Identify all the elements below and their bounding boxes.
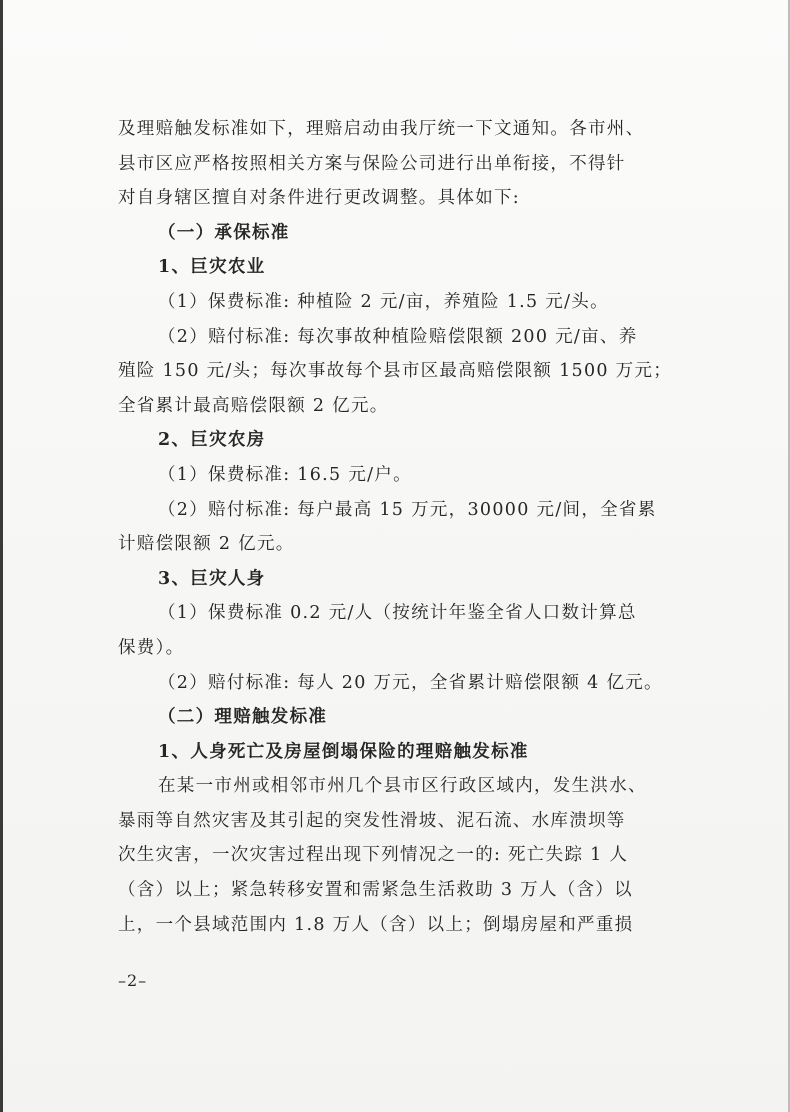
text-line: 上，一个县域范围内 1.8 万人（含）以上；倒塌房屋和严重损 xyxy=(118,914,634,935)
section-heading: 1、巨灾农业 xyxy=(158,257,266,278)
page-number: –2– xyxy=(118,971,148,990)
text-line: （含）以上；紧急转移安置和需紧急生活救助 3 万人（含）以 xyxy=(118,880,633,901)
section-heading: 2、巨灾农房 xyxy=(158,430,266,451)
text-line: 计赔偿限额 2 亿元。 xyxy=(118,534,295,555)
text-line: 及理赔触发标准如下，理赔启动由我厅统一下文通知。各市州、 xyxy=(118,119,645,139)
document-body xyxy=(118,112,688,942)
text-line: （2）赔付标准: 每户最高 15 万元，30000 元/间，全省累 xyxy=(158,499,657,520)
text-line: 全省累计最高赔偿限额 2 亿元。 xyxy=(118,395,389,416)
section-heading: （二）理赔触发标准 xyxy=(158,707,328,728)
text-line: 暴雨等自然灾害及其引起的突发性滑坡、泥石流、水库溃坝等 xyxy=(118,810,626,831)
text-line: 县市区应严格按照相关方案与保险公司进行出单衔接，不得针 xyxy=(118,153,626,174)
text-line: （1）保费标准: 种植险 2 元/亩，养殖险 1.5 元/头。 xyxy=(158,291,609,312)
text-line: （2）赔付标准: 每次事故种植险赔偿限额 200 元/亩、养 xyxy=(158,326,638,347)
text-line: （2）赔付标准: 每人 20 万元，全省累计赔偿限额 4 亿元。 xyxy=(158,672,663,693)
text-line: （1）保费标准 0.2 元/人（按统计年鉴全省人口数计算总 xyxy=(158,603,637,624)
text-line: 对自身辖区擅自对条件进行更改调整。具体如下: xyxy=(118,188,520,209)
text-line: 在某一市州或相邻市州几个县市区行政区域内，发生洪水、 xyxy=(158,776,647,797)
section-heading: 3、巨灾人身 xyxy=(158,568,266,589)
page-left-edge xyxy=(0,0,3,1112)
text-line: （1）保费标准: 16.5 元/户。 xyxy=(158,464,412,485)
text-line: 次生灾害，一次灾害过程出现下列情况之一的: 死亡失踪 1 人 xyxy=(118,845,629,866)
text-line: 保费）。 xyxy=(118,637,185,658)
text-line: 殖险 150 元/头；每次事故每个县市区最高赔偿限额 1500 万元； xyxy=(118,361,673,382)
section-heading: 1、人身死亡及房屋倒塌保险的理赔触发标准 xyxy=(158,741,529,762)
section-heading: （一）承保标准 xyxy=(158,222,290,243)
